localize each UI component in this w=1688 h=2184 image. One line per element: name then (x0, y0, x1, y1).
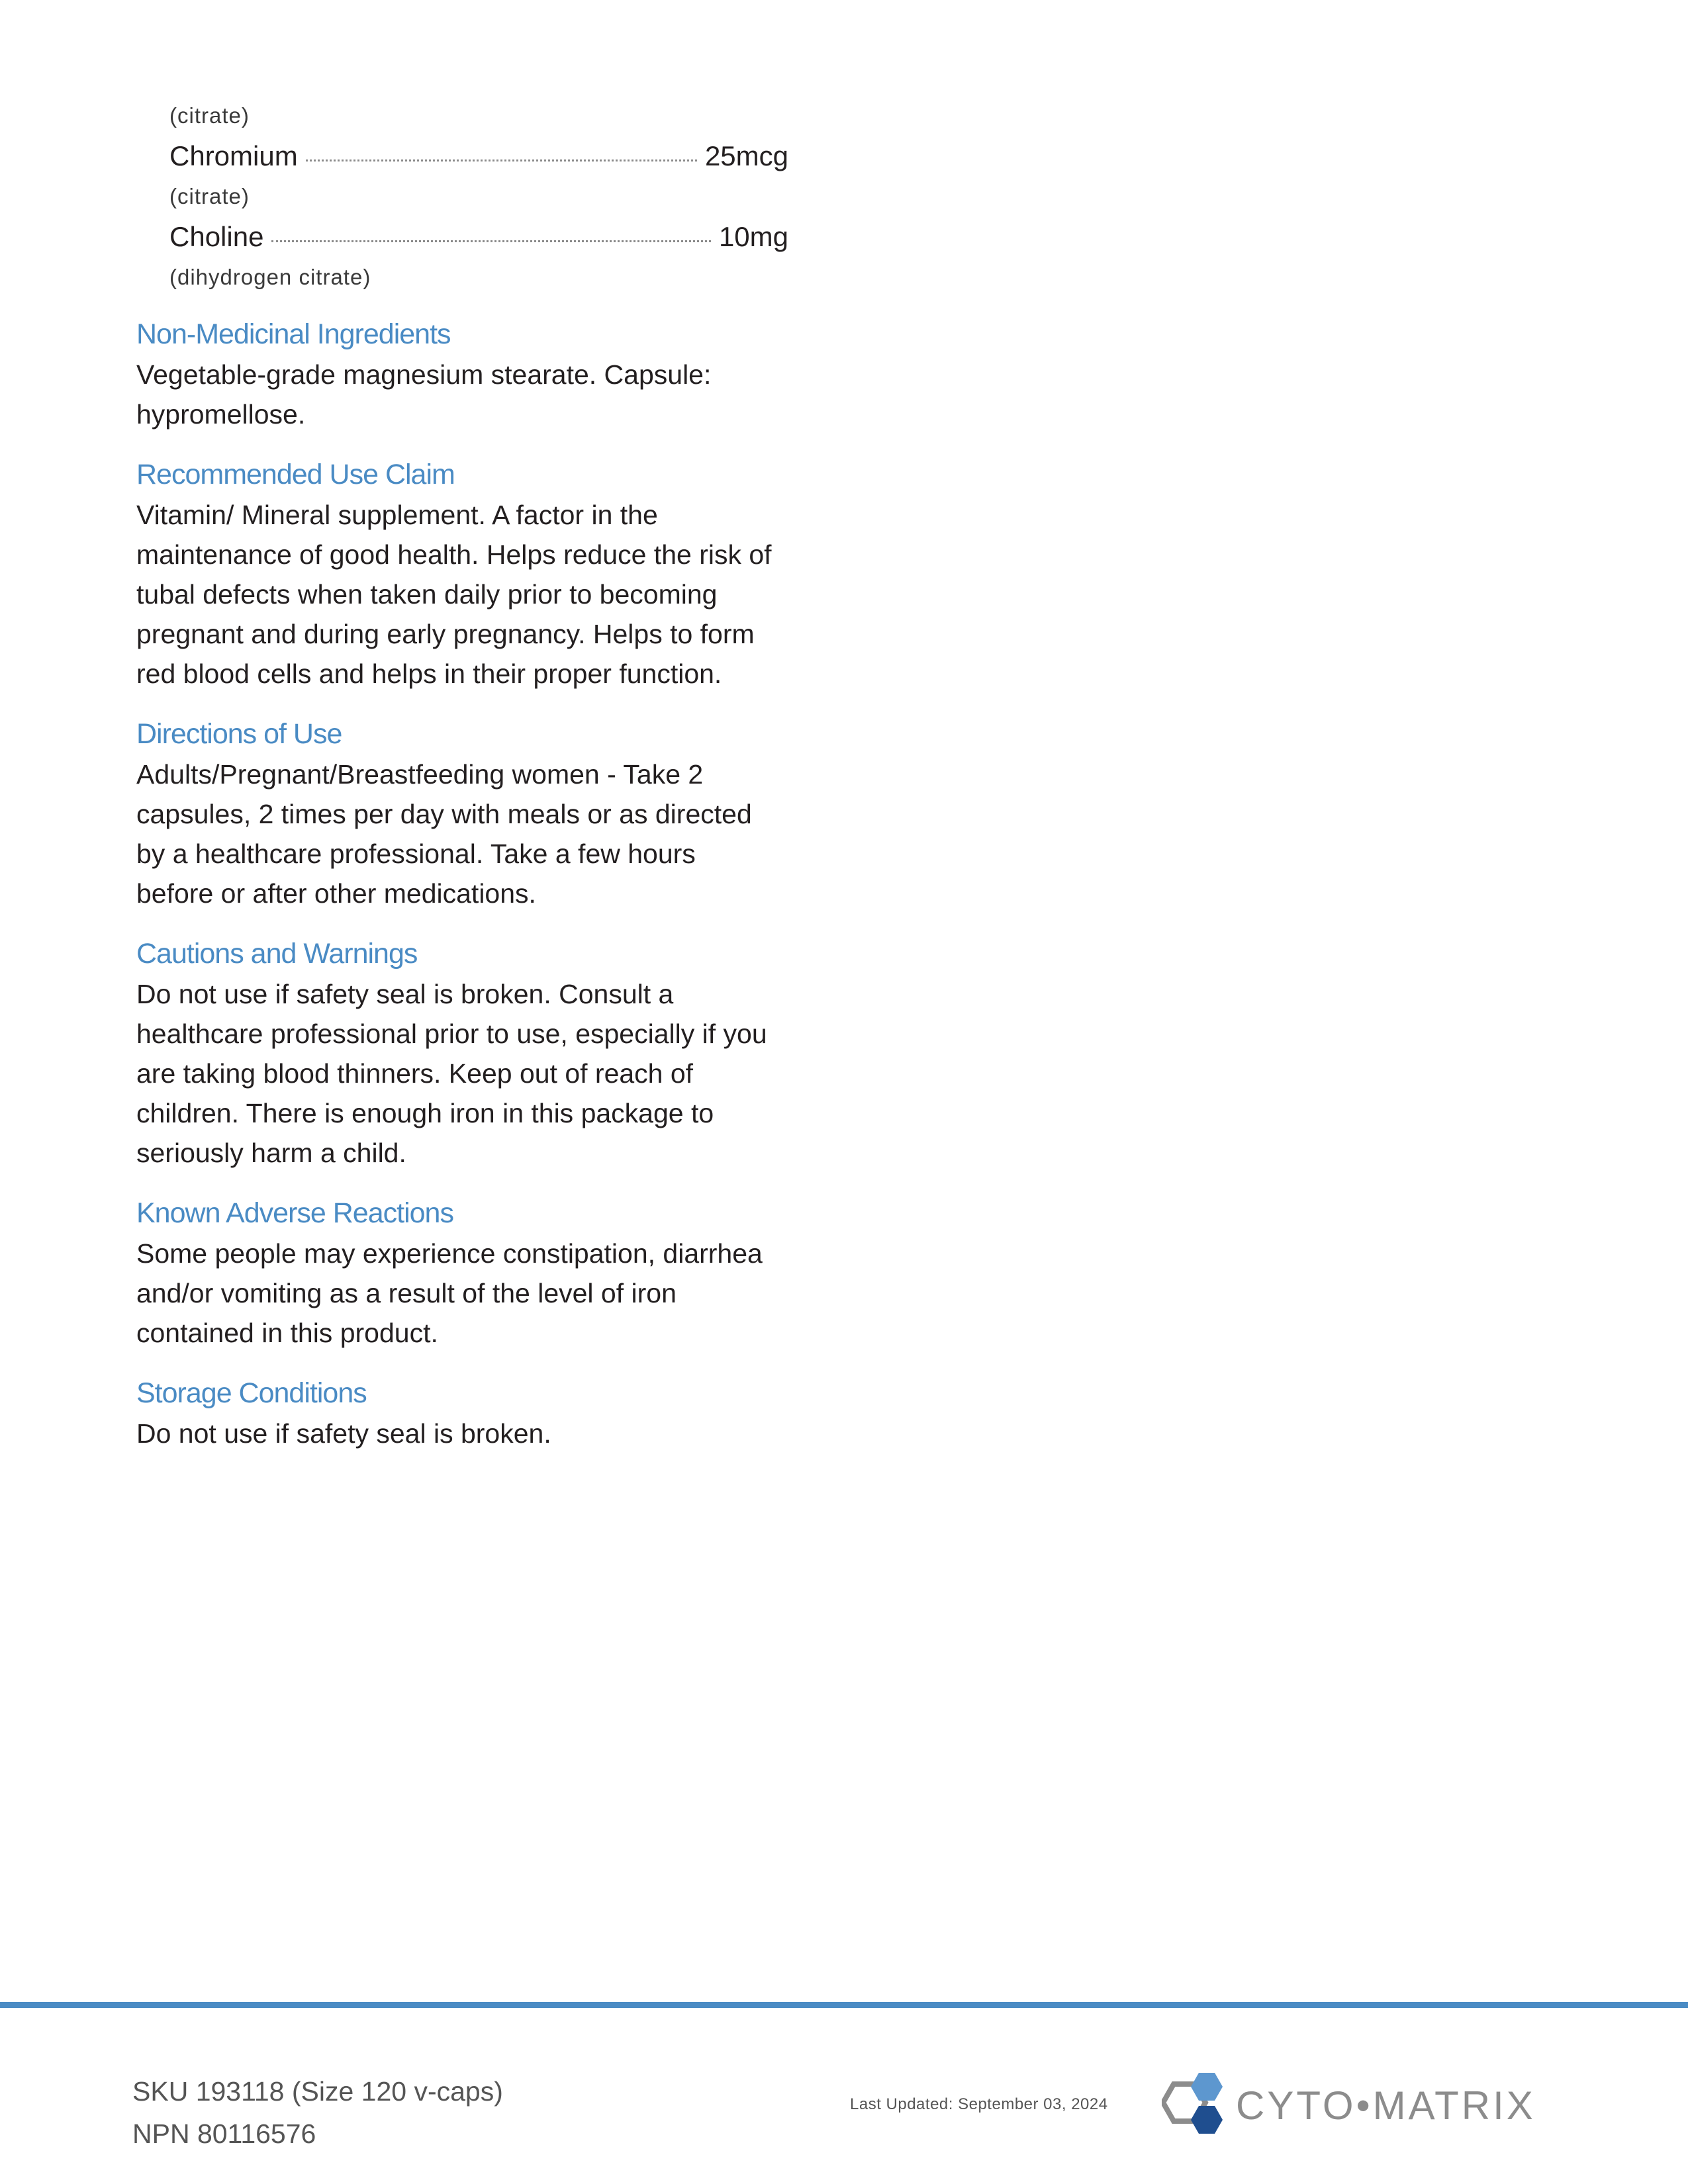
section-heading: Directions of Use (136, 718, 342, 750)
section-text (136, 355, 788, 434)
sku-label: SKU 193118 (Size 120 v-caps) (132, 2076, 503, 2107)
section-recommended-use-claim (136, 454, 788, 694)
last-updated-label: Last Updated: September 03, 2024 (850, 2095, 1108, 2113)
text-line: contained in this product. (136, 1318, 438, 1348)
text-line: capsules, 2 times per day with meals or as directed (136, 799, 752, 829)
text-line: seriously harm a child. (136, 1138, 406, 1168)
text-line: and/or vomiting as a result of the level of iron (136, 1278, 677, 1308)
footer-divider (0, 2002, 1688, 2008)
text-line: tubal defects when taken daily prior to becoming (136, 579, 718, 610)
text-line: children. There is enough iron in this package to (136, 1098, 714, 1128)
text-line: Do not use if safety seal is broken. Consult a (136, 979, 674, 1009)
section-heading: Known Adverse Reactions (136, 1197, 453, 1229)
section-text (136, 495, 788, 694)
section-heading: Recommended Use Claim (136, 459, 455, 490)
ingredient-row-choline (169, 213, 788, 261)
ingredient-name: Chromium (169, 140, 298, 171)
text-line: maintenance of good health. Helps reduce the risk of (136, 539, 772, 570)
text-line: before or after other medications. (136, 878, 536, 909)
section-storage-conditions (136, 1373, 788, 1453)
ingredient-source: (dihydrogen citrate) (169, 265, 371, 289)
section-text (136, 1234, 788, 1353)
ingredient-amount: 10mg (718, 221, 788, 252)
dot-leader (306, 159, 697, 161)
dark-blue-hexagon (1191, 2106, 1223, 2134)
text-line: hypromellose. (136, 399, 306, 430)
section-heading: Cautions and Warnings (136, 938, 418, 970)
ingredient-name: Choline (169, 221, 264, 252)
section-cautions-and-warnings (136, 933, 788, 1173)
text-line: by a healthcare professional. Take a few hours (136, 839, 696, 869)
text-line: pregnant and during early pregnancy. Helps to form (136, 619, 755, 649)
section-text (136, 1414, 788, 1453)
ingredient-row-chromium (169, 132, 788, 180)
dot-leader (271, 240, 711, 242)
text-line: are taking blood thinners. Keep out of reach of (136, 1058, 694, 1089)
product-identifiers (132, 2070, 503, 2155)
section-known-adverse-reactions (136, 1193, 788, 1353)
ingredient-source: (citrate) (169, 103, 250, 128)
text-line: healthcare professional prior to use, especially if you (136, 1019, 767, 1049)
ingredient-amount: 25mcg (704, 140, 788, 171)
cytomatrix-logo (1162, 2068, 1552, 2144)
text-line: Some people may experience constipation, diarrhea (136, 1238, 763, 1269)
section-heading: Storage Conditions (136, 1377, 367, 1409)
section-text (136, 754, 788, 913)
hexagon-logo-icon (1163, 2073, 1223, 2134)
section-heading: Non-Medicinal Ingredients (136, 318, 451, 350)
light-blue-hexagon (1191, 2073, 1223, 2101)
document-body (136, 99, 788, 1453)
section-text (136, 974, 788, 1173)
text-line: Vegetable-grade magnesium stearate. Capsule: (136, 359, 712, 390)
text-line: red blood cells and helps in their proper function. (136, 659, 722, 689)
brand-wordmark: CYTO•MATRIX (1236, 2083, 1536, 2128)
text-line: Vitamin/ Mineral supplement. A factor in the (136, 500, 658, 530)
section-directions-of-use (136, 713, 788, 913)
text-line: Adults/Pregnant/Breastfeeding women - Take 2 (136, 759, 704, 790)
ingredient-source: (citrate) (169, 184, 250, 208)
section-non-medicinal-ingredients (136, 314, 788, 434)
npn-label: NPN 80116576 (132, 2118, 316, 2149)
text-line: Do not use if safety seal is broken. (136, 1418, 551, 1449)
